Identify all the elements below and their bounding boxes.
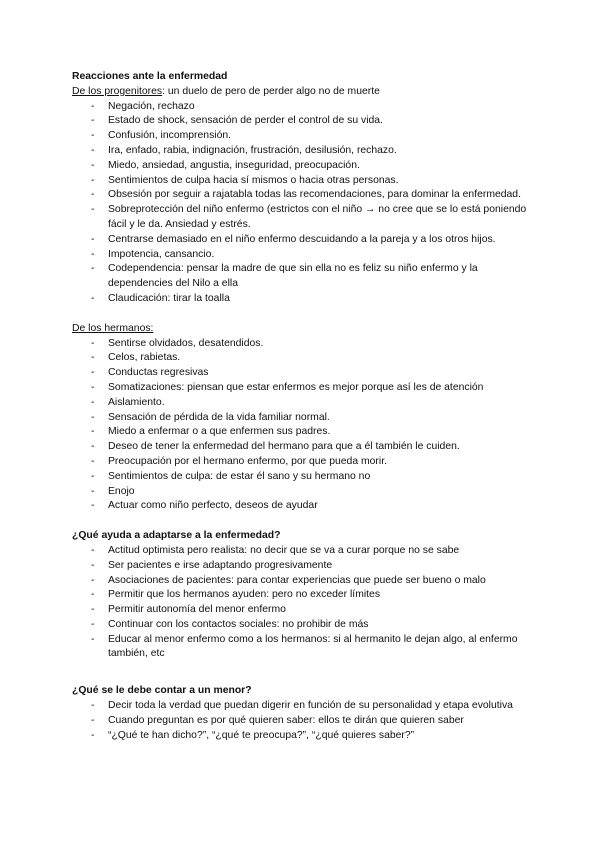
list-adaptarse bbox=[72, 544, 534, 662]
section-title-contar: ¿Qué se le debe contar a un menor? bbox=[72, 685, 252, 697]
section-title-reacciones: Reacciones ante la enfermedad bbox=[72, 71, 228, 82]
list-item: - Preocupación por el hermano enfermo, por que pueda morir. bbox=[91, 455, 387, 467]
list-item: - Sentimientos de culpa: de estar él sano y su hermano no bbox=[91, 470, 371, 482]
list-progenitores bbox=[72, 100, 534, 307]
list-item: - Conductas regresivas bbox=[91, 367, 209, 379]
list-item: - Asociaciones de pacientes: para contar experiencias que puede ser bueno o malo bbox=[91, 574, 486, 586]
list-item: - Permitir que los hermanos ayuden: pero no exceder límites bbox=[91, 589, 381, 601]
subtitle-progenitores-rest: : un duelo de pero de perder algo no de muerte bbox=[162, 85, 380, 97]
list-item: - Impotencia, cansancio. bbox=[91, 248, 215, 260]
list-item: - Confusión, incomprensión. bbox=[91, 130, 232, 142]
list-item: - Decir toda la verdad que puedan digerir en función de su personalidad y etapa evolutiva bbox=[91, 700, 513, 712]
list-contar bbox=[72, 699, 534, 743]
list-item: - Sensación de pérdida de la vida familiar normal. bbox=[91, 411, 330, 423]
subtitle-progenitores-label: De los progenitores bbox=[72, 85, 163, 97]
list-item: - Negación, rechazo bbox=[91, 100, 195, 112]
document-page bbox=[72, 70, 534, 743]
list-item: - Enojo bbox=[91, 485, 135, 497]
list-item: - Miedo a enfermar o a que enfermen sus padres. bbox=[91, 426, 331, 438]
list-item: - Somatizaciones: piensan que estar enfermos es mejor porque así les de atención bbox=[91, 381, 484, 393]
list-item: - Ser pacientes e irse adaptando progresivamente bbox=[91, 559, 333, 571]
list-item: - Obsesión por seguir a rajatabla todas las recomendaciones, para dominar la enfermedad. bbox=[91, 189, 521, 201]
list-item: - Sobreprotección del niño enfermo (estrictos con el niño → no cree que se lo está poniendo fácil y le da. Ansiedad y estrés. bbox=[91, 204, 527, 230]
subtitle-progenitores bbox=[72, 85, 534, 100]
list-item: - Cuando preguntan es por qué quieren saber: ellos te dirán que quieren saber bbox=[91, 714, 464, 726]
list-item: - “¿Qué te han dicho?”, “¿qué te preocupa?”, “¿qué quieres saber?” bbox=[91, 729, 415, 741]
list-item: - Codependencia: pensar la madre de que sin ella no es feliz su niño enfermo y la dependencies del Nilo a ella bbox=[91, 263, 478, 290]
list-item: - Aislamiento. bbox=[91, 396, 165, 408]
list-item: - Sentirse olvidados, desatendidos. bbox=[91, 337, 264, 349]
list-item: - Centrarse demasiado en el niño enfermo descuidando a la pareja y a los otros hijos. bbox=[91, 233, 496, 245]
section-title-adaptarse: ¿Qué ayuda a adaptarse a la enfermedad? bbox=[72, 530, 281, 542]
list-hermanos bbox=[72, 337, 534, 515]
list-item: - Actitud optimista pero realista: no decir que se va a curar porque no se sabe bbox=[91, 544, 460, 556]
list-item: - Permitir autonomía del menor enfermo bbox=[91, 604, 286, 616]
list-item: - Continuar con los contactos sociales: no prohibir de más bbox=[91, 618, 369, 630]
list-item: - Deseo de tener la enfermedad del hermano para que a él también le cuiden. bbox=[91, 441, 460, 453]
list-item: - Estado de shock, sensación de perder el control de su vida. bbox=[91, 115, 383, 127]
subtitle-hermanos: De los hermanos: bbox=[72, 322, 154, 334]
list-item: - Sentimientos de culpa hacia sí mismos o hacia otras personas. bbox=[91, 174, 399, 186]
list-item: - Claudicación: tirar la toalla bbox=[91, 292, 230, 304]
list-item: - Actuar como niño perfecto, deseos de ayudar bbox=[91, 500, 318, 512]
list-item: - Educar al menor enfermo como a los hermanos: si al hermanito le dejan algo, al enfermo también, etc bbox=[91, 633, 518, 660]
list-item: - Ira, enfado, rabia, indignación, frustración, desilusión, rechazo. bbox=[91, 144, 397, 156]
list-item: - Celos, rabietas. bbox=[91, 352, 181, 364]
list-item: - Miedo, ansiedad, angustia, inseguridad, preocupación. bbox=[91, 159, 360, 171]
